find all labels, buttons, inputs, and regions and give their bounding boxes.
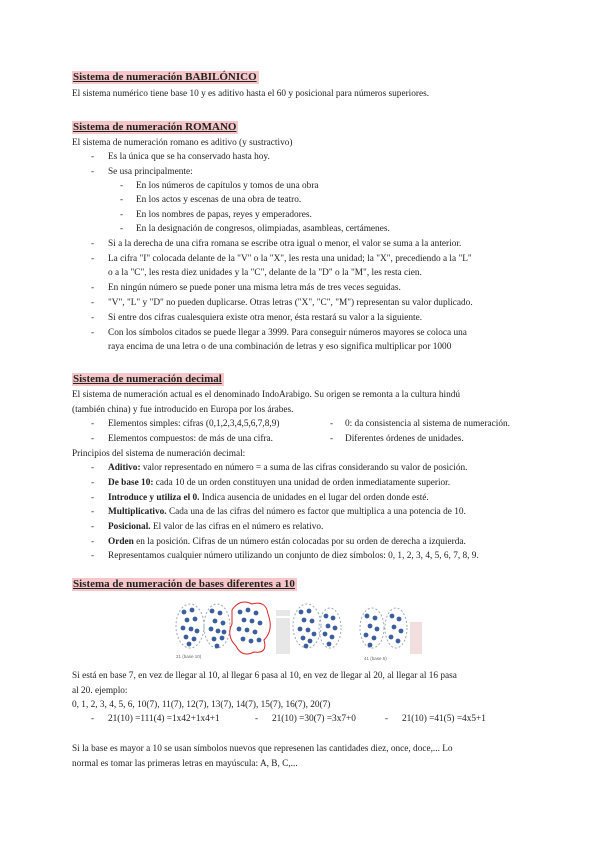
heading-romano: Sistema de numeración ROMANO xyxy=(73,121,237,133)
bullet-dash: - xyxy=(91,507,95,517)
bullet-dash: - xyxy=(91,493,95,503)
bullet-dash: - xyxy=(91,522,95,532)
bullet-dash: - xyxy=(385,714,389,724)
decimal-simple: Elementos simples: cifras (0,1,2,3,4,5,6,7,8,9) xyxy=(108,419,280,429)
romano-subitem: En los nombres de papas, reyes y emperadores. xyxy=(136,210,312,220)
bullet-dash: - xyxy=(91,298,95,308)
decimal-rule: Posicional. El valor de las cifras en el número es relativo. xyxy=(108,522,324,532)
decimal-intro: El sistema de numeración actual es el denominado IndoArabigo. Su origen se remonta a la cultura hindú xyxy=(72,390,461,400)
bullet-dash: - xyxy=(120,195,124,205)
bullet-dash: - xyxy=(120,224,124,234)
bullet-dash: - xyxy=(91,463,95,473)
bullet-dash: - xyxy=(91,328,95,338)
bases-sequence: 0, 1, 2, 3, 4, 5, 6, 10(7), 11(7), 12(7), 13(7), 14(7), 15(7), 16(7), 20(7) xyxy=(72,700,331,710)
bases-p1: Si está en base 7, en vez de llegar al 10, al llegar 6 pasa al 10, en vez de llegar al 20, al llegar al 16 pasa xyxy=(72,671,457,681)
romano-item: Si a la derecha de una cifra romana se escribe otra igual o menor, el valor se suma a la anterior. xyxy=(108,239,462,249)
heading-babilonico: Sistema de numeración BABILÓNICO xyxy=(73,71,257,83)
bases-eq: 21(10) =111(4) =1x42+1x4+1 xyxy=(108,714,220,724)
romano-item-cont: raya encima de una letra o de una combinación de letras y eso significa multiplicar por 1000 xyxy=(108,342,452,352)
bases-eq: 21(10) =30(7) =3x7+0 xyxy=(272,714,356,724)
bullet-dash: - xyxy=(91,152,95,162)
romano-subitem: En los números de capítulos y tomos de una obra xyxy=(136,181,319,191)
heading-bases: Sistema de numeración de bases diferentes a 10 xyxy=(73,578,295,590)
romano-item: Se usa principalmente: xyxy=(108,167,193,177)
romano-item: La cifra "I" colocada delante de la "V" o la "X", les resta una unidad; la "X", precediendo a la "L" xyxy=(108,254,472,264)
romano-subitem: En la designación de congresos, olimpiadas, asambleas, certámenes. xyxy=(136,224,390,234)
bases-p4: normal es tomar las primeras letras en mayúscula: A, B, C,... xyxy=(72,759,298,769)
decimal-compuestos: Elementos compuestos: de más de una cifra. xyxy=(108,434,273,444)
bullet-dash: - xyxy=(91,254,95,264)
bullet-dash: - xyxy=(330,434,334,444)
romano-item: En ningún número se puede poner una misma letra más de tres veces seguidas. xyxy=(108,283,401,293)
bullet-dash: - xyxy=(91,239,95,249)
bases-p3: Si la base es mayor a 10 se usan símbolos nuevos que represenen las cantidades diez, once, doce,... Lo xyxy=(72,744,453,754)
romano-item: "V", "L" y "D" no pueden duplicarse. Otras letras ("X", "C", "M") representan su valor duplicado. xyxy=(108,298,473,308)
romano-item-cont: o a la "C", les resta diez unidades y la "C", delante de la "D" o la "M", les resta cien. xyxy=(108,268,422,278)
decimal-rule: Aditivo: valor representado en número = a suma de las cifras considerando su valor de posición. xyxy=(108,463,468,473)
heading-decimal: Sistema de numeración decimal xyxy=(73,373,222,385)
decimal-rule: Representamos cualquier número utilizando un conjunto de diez símbolos: 0, 1, 2, 3, 4, 5, 6, 7, 8, 9. xyxy=(108,551,479,561)
bullet-dash: - xyxy=(330,419,334,429)
bullet-dash: - xyxy=(91,551,95,561)
decimal-rule: Orden en la posición. Cifras de un número están colocadas por su orden de derecha a izquierda. xyxy=(108,537,466,547)
bullet-dash: - xyxy=(91,313,95,323)
romano-item: Si entre dos cifras cualesquiera existe otra menor, ésta restará su valor a la siguiente. xyxy=(108,313,423,323)
bullet-dash: - xyxy=(91,419,95,429)
decimal-rule: De base 10: cada 10 de un orden constituyen una unidad de orden inmediatamente superior. xyxy=(108,478,451,488)
bullet-dash: - xyxy=(91,537,95,547)
decimal-rule: Multiplicativo. Cada una de las cifras del número es factor que multiplica a una potencia de 10. xyxy=(108,507,466,517)
bullet-dash: - xyxy=(91,167,95,177)
bullet-dash: - xyxy=(255,714,259,724)
bases-grouping-figure xyxy=(170,596,430,666)
romano-intro: El sistema de numeración romano es aditivo (y sustractivo) xyxy=(72,138,293,148)
decimal-ordenes: Diferentes órdenes de unidades. xyxy=(345,434,464,444)
figure-caption: 41 (base 5) xyxy=(364,656,387,661)
figure-caption: 21 (base 10) xyxy=(176,654,202,659)
bullet-dash: - xyxy=(91,714,95,724)
bullet-dash: - xyxy=(120,210,124,220)
bullet-dash: - xyxy=(91,478,95,488)
romano-item: Es la única que se ha conservado hasta hoy. xyxy=(108,152,270,162)
romano-subitem: En los actos y escenas de una obra de teatro. xyxy=(136,195,302,205)
decimal-rule: Introduce y utiliza el 0. Indica ausencia de unidades en el lugar del orden donde esté. xyxy=(108,493,429,503)
bases-eq: 21(10) =41(5) =4x5+1 xyxy=(402,714,486,724)
decimal-intro: (también china) y fue introducido en Europa por los árabes. xyxy=(72,405,294,415)
bases-p2: al 20. ejemplo: xyxy=(72,686,128,696)
babilonico-text: El sistema numérico tiene base 10 y es aditivo hasta el 60 y posicional para números superiores. xyxy=(72,89,430,99)
romano-item: Con los símbolos citados se puede llegar a 3999. Para conseguir números mayores se coloca una xyxy=(108,328,467,338)
bullet-dash: - xyxy=(91,434,95,444)
bullet-dash: - xyxy=(91,283,95,293)
decimal-zero: 0: da consistencia al sistema de numeración. xyxy=(345,419,510,429)
decimal-principios: Principios del sistema de numeración decimal: xyxy=(72,449,246,459)
bullet-dash: - xyxy=(120,181,124,191)
